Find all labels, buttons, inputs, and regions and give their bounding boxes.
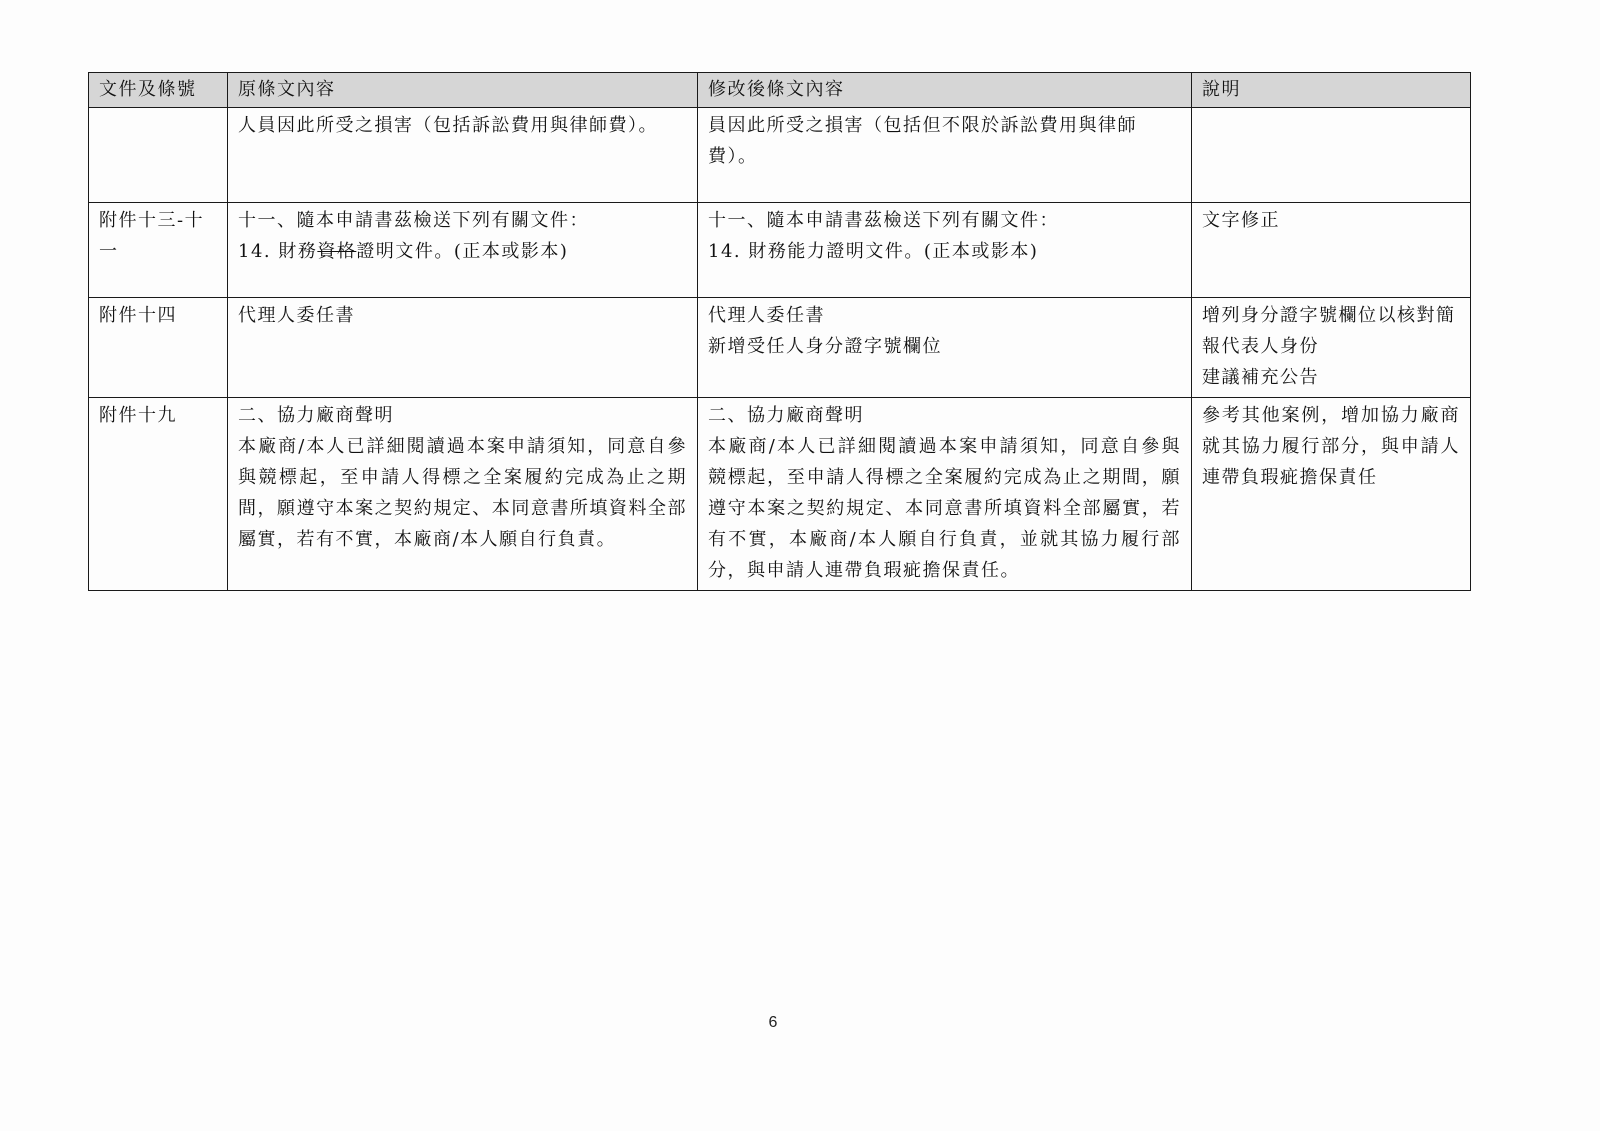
revised-line: 代理人委任書	[708, 305, 825, 326]
note-text: 參考其他案例，增加協力廠商就其協力履行部分，與申請人連帶負瑕疵擔保責任	[1202, 405, 1460, 488]
struck-text: 資格	[317, 241, 357, 262]
revised-line: 14. 財務能力證明文件。(正本或影本)	[708, 241, 1039, 262]
cell-note	[1192, 108, 1471, 203]
original-line-suffix: 證明文件。(正本或影本)	[356, 241, 569, 262]
table-row	[89, 203, 1471, 298]
revised-line: 十一、隨本申請書茲檢送下列有關文件：	[708, 210, 1059, 231]
cell-revised	[698, 298, 1192, 398]
header-original-text: 原條文內容	[228, 73, 698, 108]
table-header-row	[89, 73, 1471, 108]
cell-note: 文字修正	[1192, 203, 1471, 298]
cell-original	[228, 203, 698, 298]
revised-body: 本廠商/本人已詳細閱讀過本案申請須知，同意自參與競標起，至申請人得標之全案履約完成為止之期間，願遵守本案之契約規定、本同意書所填資料全部屬實，若有不實，本廠商/本人願自行負責，並就其協力履行部分，與申請人連帶負瑕疵擔保責任。	[708, 436, 1181, 581]
revised-line: 二、協力廠商聲明	[708, 405, 864, 426]
amendment-table	[88, 72, 1471, 591]
cell-revised	[698, 108, 1192, 203]
table-row	[89, 398, 1471, 591]
header-document-and-clause: 文件及條號	[89, 73, 228, 108]
original-line: 二、協力廠商聲明	[238, 405, 394, 426]
table-row	[89, 298, 1471, 398]
cell-ref: 附件十九	[89, 398, 228, 591]
cell-original	[228, 298, 698, 398]
header-explanation: 說明	[1192, 73, 1471, 108]
original-line-prefix: 14. 財務	[238, 241, 318, 262]
cell-original	[228, 398, 698, 591]
revised-line: 新增受任人身分證字號欄位	[708, 336, 942, 357]
original-line: 十一、隨本申請書茲檢送下列有關文件：	[238, 210, 589, 231]
original-text: 代理人委任書	[238, 305, 355, 326]
cell-note	[1192, 398, 1471, 591]
cell-ref: 附件十四	[89, 298, 228, 398]
cell-note	[1192, 298, 1471, 398]
header-revised-text: 修改後條文內容	[698, 73, 1192, 108]
cell-revised	[698, 203, 1192, 298]
cell-ref	[89, 108, 228, 203]
page-number: 6	[768, 1014, 778, 1031]
note-line: 建議補充公告	[1202, 367, 1319, 388]
original-body: 本廠商/本人已詳細閱讀過本案申請須知，同意自參與競標起，至申請人得標之全案履約完成為止之期間，願遵守本案之契約規定、本同意書所填資料全部屬實，若有不實，本廠商/本人願自行負責。	[238, 436, 687, 550]
cell-ref: 附件十三-十一	[89, 203, 228, 298]
note-line: 增列身分證字號欄位以核對簡報代表人身份	[1202, 305, 1456, 357]
revised-text: 員因此所受之損害（包括但不限於訴訟費用與律師費）。	[708, 115, 1137, 167]
cell-original	[228, 108, 698, 203]
table-row	[89, 108, 1471, 203]
cell-revised	[698, 398, 1192, 591]
original-line	[238, 236, 687, 267]
original-text: 人員因此所受之損害（包括訴訟費用與律師費）。	[238, 115, 658, 136]
